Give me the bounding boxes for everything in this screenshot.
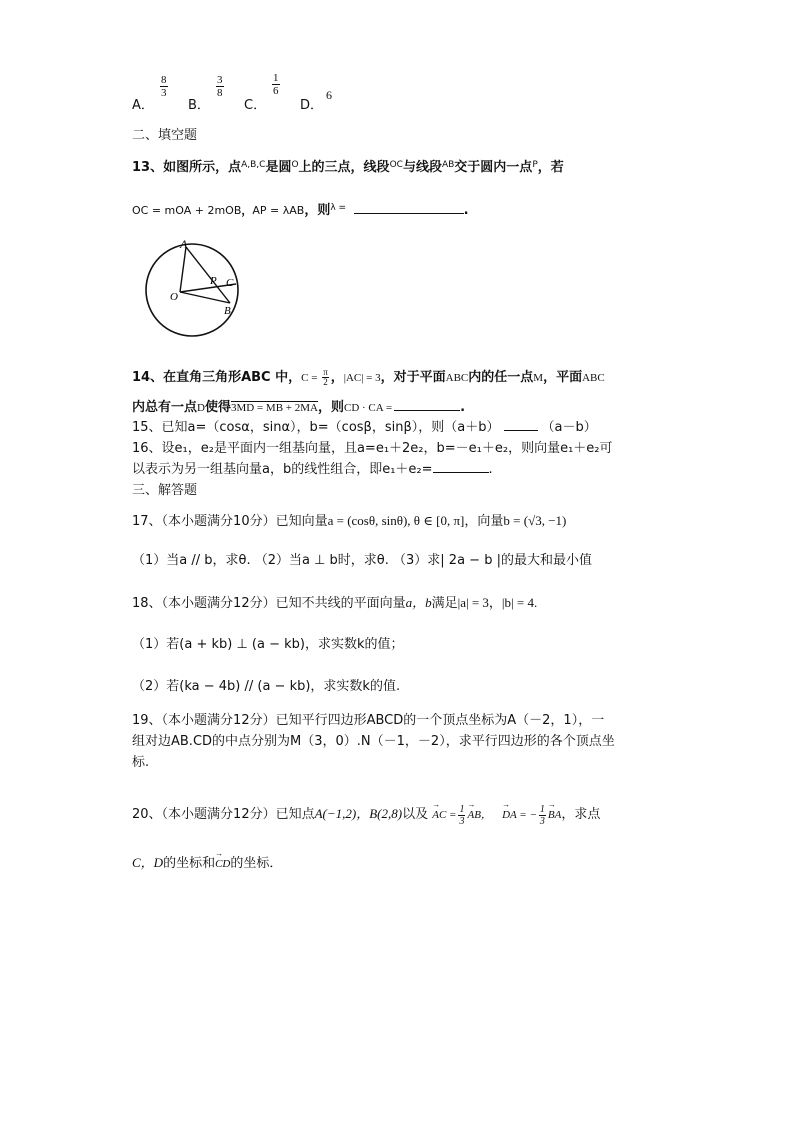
option-a-fraction: $\frac{8}{3}$ — [161, 74, 167, 99]
label-c: C — [226, 277, 234, 289]
circle-figure — [140, 240, 250, 340]
q17-line1: 17、（本小题满分10分）已知向量a = (cosθ, sinθ), θ ∈ [0, π]，向量b = (√3, −1) — [132, 513, 567, 529]
q16-line2: 以表示为另一组基向量a，b的线性组合，即e₁＋e₂= . — [132, 462, 493, 477]
q14-answer-blank[interactable] — [394, 398, 460, 411]
q20-line2: C，D的坐标和→ CD的坐标． — [132, 852, 282, 871]
q14-line2: 内总有一点D使得3MD = MB + 2MA，则CD · CA = . — [132, 400, 466, 415]
label-a: A — [180, 240, 188, 251]
q20-equation2: → DA = − $\frac{1}{3}$ → BA — [502, 809, 561, 821]
label-p: P — [210, 275, 217, 287]
q17-line2: （1）当a // b，求θ. （2）当a ⊥ b时，求θ. （3）求| 2a − b |的最大和最小值 — [132, 553, 592, 568]
q16-line1: 16、设e₁，e₂是平面内一组基向量，且a=e₁＋2e₂，b=－e₁＋e₂，则向量e₁＋e₂可 — [132, 441, 613, 456]
q18-line1: 18、（本小题满分12分）已知不共线的平面向量a，b满足|a| = 3，|b| = 4. — [132, 595, 538, 611]
option-c-fraction: $\frac{1}{6}$ — [273, 72, 279, 97]
q19-line1: 19、（本小题满分12分）已知平行四边形ABCD的一个顶点坐标为A（－2，1），一 — [132, 713, 605, 728]
q18-part2: （2）若(ka − 4b) // (a − kb)，求实数k的值. — [132, 679, 401, 694]
q19-line3: 标. — [132, 755, 150, 770]
option-d-label: D． — [300, 98, 324, 113]
option-d-value: 6 — [326, 88, 332, 102]
section-title-solve: 三、解答题 — [132, 483, 198, 498]
q20-line1: 20、（本小题满分12分）已知点A(−1,2)，B(2,8)以及 → AC = $\frac{1}{3}$ → AB， → DA = − $\frac{1}{3}$ → BA，求点 — [132, 803, 600, 827]
label-o: O — [170, 291, 178, 303]
option-a-label: A． — [132, 98, 154, 113]
q13-equation1: OC = mOA + 2mOB — [132, 204, 242, 217]
label-b: B — [224, 305, 231, 317]
q20-equation1: → AC = $\frac{1}{3}$ → AB， — [432, 809, 492, 821]
q13-line1: 13、如图所示，点$^{A,B,C}$是圆$^O$上的三点，线段$^{OC}$与线段$^{AB}$交于圆内一点$^P$，若 — [132, 160, 564, 175]
q14-line1: 14、在直角三角形ABC 中，C = $\frac{\pi}{2}$ ，|AC| = 3，对于平面ABC内的任一点M，平面ABC — [132, 367, 605, 387]
option-c-label: C． — [244, 98, 267, 113]
q15-line: 15、已知a=（cosα，sinα），b=（cosβ，sinβ），则（a＋b） （a－b） — [132, 420, 597, 435]
q18-part1: （1）若(a + kb) ⊥ (a − kb)，求实数k的值； — [132, 637, 404, 652]
q13-answer-blank[interactable] — [354, 201, 464, 214]
option-b-fraction: $\frac{3}{8}$ — [217, 74, 223, 99]
q16-answer-blank[interactable] — [433, 460, 489, 473]
q15-answer-blank[interactable] — [504, 418, 538, 431]
section-title-fill-in: 二、填空题 — [132, 128, 198, 143]
q14-pi-fraction: $\frac{\pi}{2}$ — [323, 367, 328, 387]
segment-oa — [180, 247, 186, 292]
option-b-label: B． — [188, 98, 210, 113]
q13-equation2: AP = λAB — [252, 204, 305, 217]
q19-line2: 组对边AB.CD的中点分别为M（3，0）.N（－1，－2），求平行四边形的各个顶点坐 — [132, 734, 615, 749]
q13-line2: OC = mOA + 2mOB，AP = λAB，则$^{\lambda =}$ . — [132, 203, 469, 218]
